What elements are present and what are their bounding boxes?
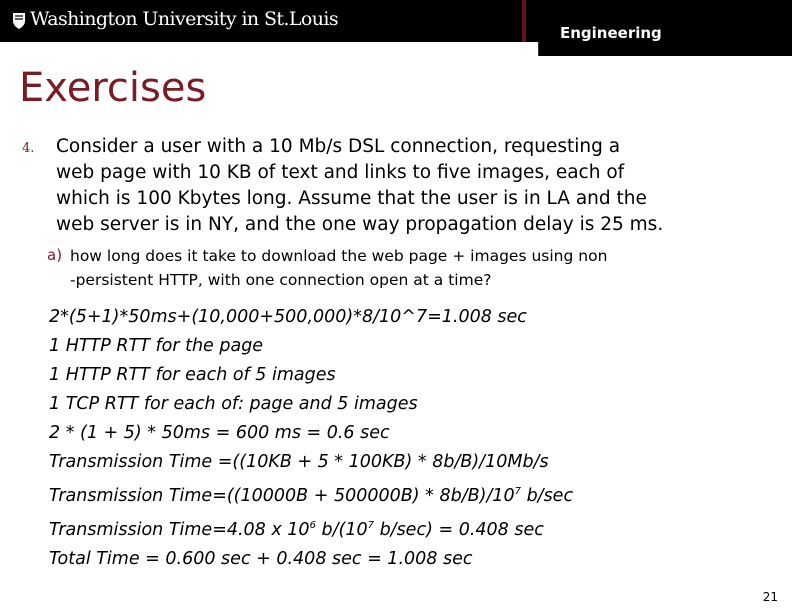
question-line: web page with 10 KB of text and links to five images, each of	[56, 162, 625, 183]
answer-line	[49, 511, 573, 545]
question-line: which is 100 Kbytes long. Assume that the user is in LA and the	[56, 188, 647, 209]
engineering-tab-stripe	[522, 0, 526, 42]
question-line: Consider a user with a 10 Mb/s DSL connection, requesting a	[56, 136, 621, 157]
answer-segment: b/(10	[315, 520, 368, 540]
answer-line	[49, 477, 573, 511]
answer-line: 1 HTTP RTT for each of 5 images	[49, 365, 336, 385]
answer-line: 2*(5+1)*50ms+(10,000+500,000)*8/10^7=1.008 sec	[49, 307, 527, 327]
page-number: 21	[762, 590, 778, 604]
answer-block	[49, 303, 573, 574]
exponent: 7	[367, 520, 374, 531]
university-shield-icon	[12, 12, 26, 30]
university-logo-text: Washington University in St.Louis	[30, 8, 339, 30]
answer-line: 1 HTTP RTT for the page	[49, 336, 264, 356]
answer-segment: b/sec	[521, 486, 574, 506]
answer-line: 2 * (1 + 5) * 50ms = 600 ms = 0.6 sec	[49, 423, 390, 443]
sub-question-line: -persistent HTTP, with one connection open at a time?	[70, 271, 492, 289]
answer-segment: Transmission Time=4.08 x 10	[49, 520, 310, 540]
answer-line: 1 TCP RTT for each of: page and 5 images	[49, 394, 418, 414]
question-text	[56, 134, 776, 238]
question-line: web server is in NY, and the one way propagation delay is 25 ms.	[56, 214, 664, 235]
sub-question-letter: a)	[47, 246, 63, 264]
exponent: 6	[309, 520, 316, 531]
answer-segment: b/sec) = 0.408 sec	[374, 520, 544, 540]
department-label: Engineering	[560, 24, 662, 42]
sub-question-text	[70, 244, 780, 292]
page-title: Exercises	[19, 65, 207, 111]
exponent: 7	[514, 486, 521, 497]
sub-question-line: how long does it take to download the web page + images using non	[70, 247, 608, 265]
answer-line: Total Time = 0.600 sec + 0.408 sec = 1.008 sec	[49, 549, 473, 569]
item-number: 4.	[22, 141, 35, 156]
answer-segment: Transmission Time=((10000B + 500000B) * 8b/B)/10	[49, 486, 515, 506]
answer-line: Transmission Time =((10KB + 5 * 100KB) * 8b/B)/10Mb/s	[49, 452, 549, 472]
